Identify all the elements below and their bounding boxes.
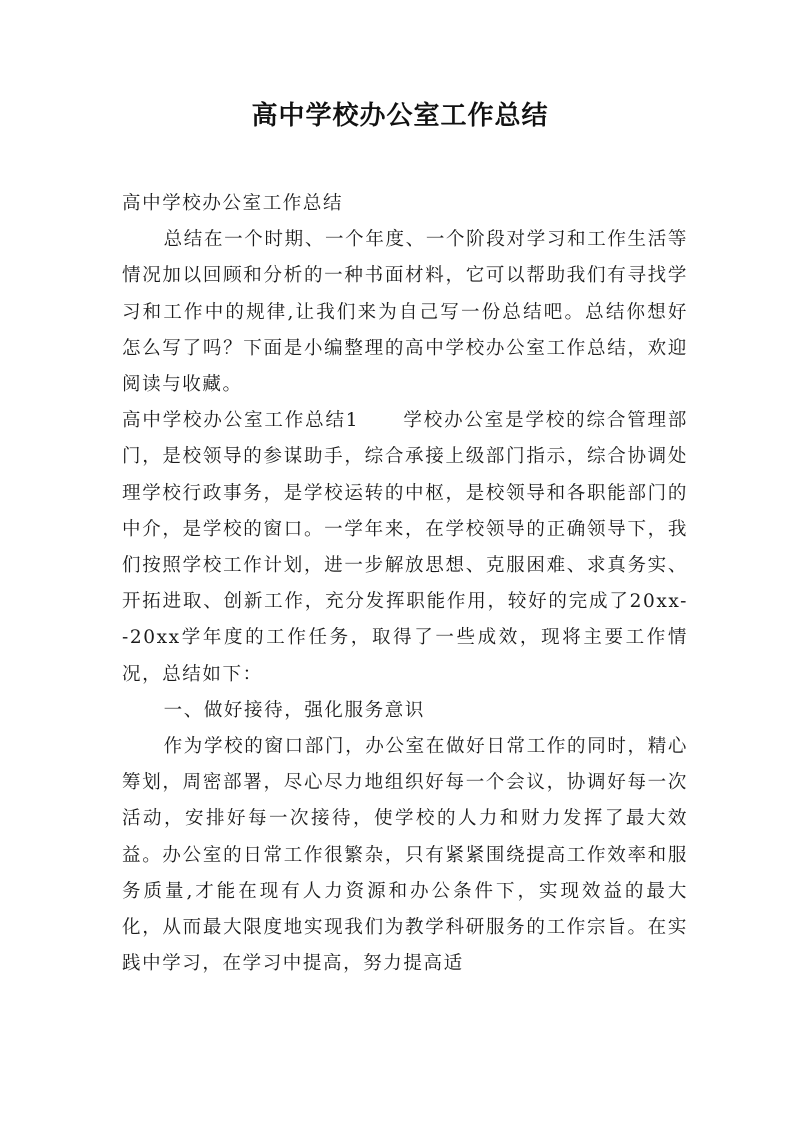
section-1-heading: 高中学校办公室工作总结1 bbox=[122, 410, 360, 432]
point-1-heading: 一、做好接待，强化服务意识 bbox=[163, 699, 425, 721]
section-1-paragraph bbox=[122, 403, 688, 693]
point-1-paragraph: 作为学校的窗口部门，办公室在做好日常工作的同时，精心筹划，周密部署，尽心尽力地组织好每一个会议，协调好每一次活动，安排好每一次接待，使学校的人力和财力发挥了最大效益。办公室的日常工作很繁杂，只有紧紧围绕提高工作效率和服务质量,才能在现有人力资源和办公条件下，实现效益的最大化，从而最大限度地实现我们为教学科研服务的工作宗旨。在实践中学习，在学习中提高，努力提高适 bbox=[122, 736, 688, 975]
subtitle-line: 高中学校办公室工作总结 bbox=[122, 193, 344, 214]
document-title: 高中学校办公室工作总结 bbox=[251, 101, 549, 131]
section-1-text: 学校办公室是学校的综合管理部门，是校领导的参谋助手，综合承接上级部门指示，综合协调处理学校行政事务，是学校运转的中枢，是校领导和各职能部门的中介，是学校的窗口。一学年来，在学校领导的正确领导下，我们按照学校工作计划，进一步解放思想、克服困难、求真务实、开拓进取、创新工作，充分发挥职能作用，较好的完成了20xx--20xx学年度的工作任务，取得了一些成效，现将主要工作情况，总结如下： bbox=[122, 410, 688, 685]
document-body bbox=[122, 186, 688, 982]
intro-paragraph: 总结在一个时期、一个年度、一个阶段对学习和工作生活等情况加以回顾和分析的一种书面材料，它可以帮助我们有寻找学习和工作中的规律,让我们来为自己写一份总结吧。总结你想好怎么写了吗？下面是小编整理的高中学校办公室工作总结，欢迎阅读与收藏。 bbox=[122, 229, 688, 396]
